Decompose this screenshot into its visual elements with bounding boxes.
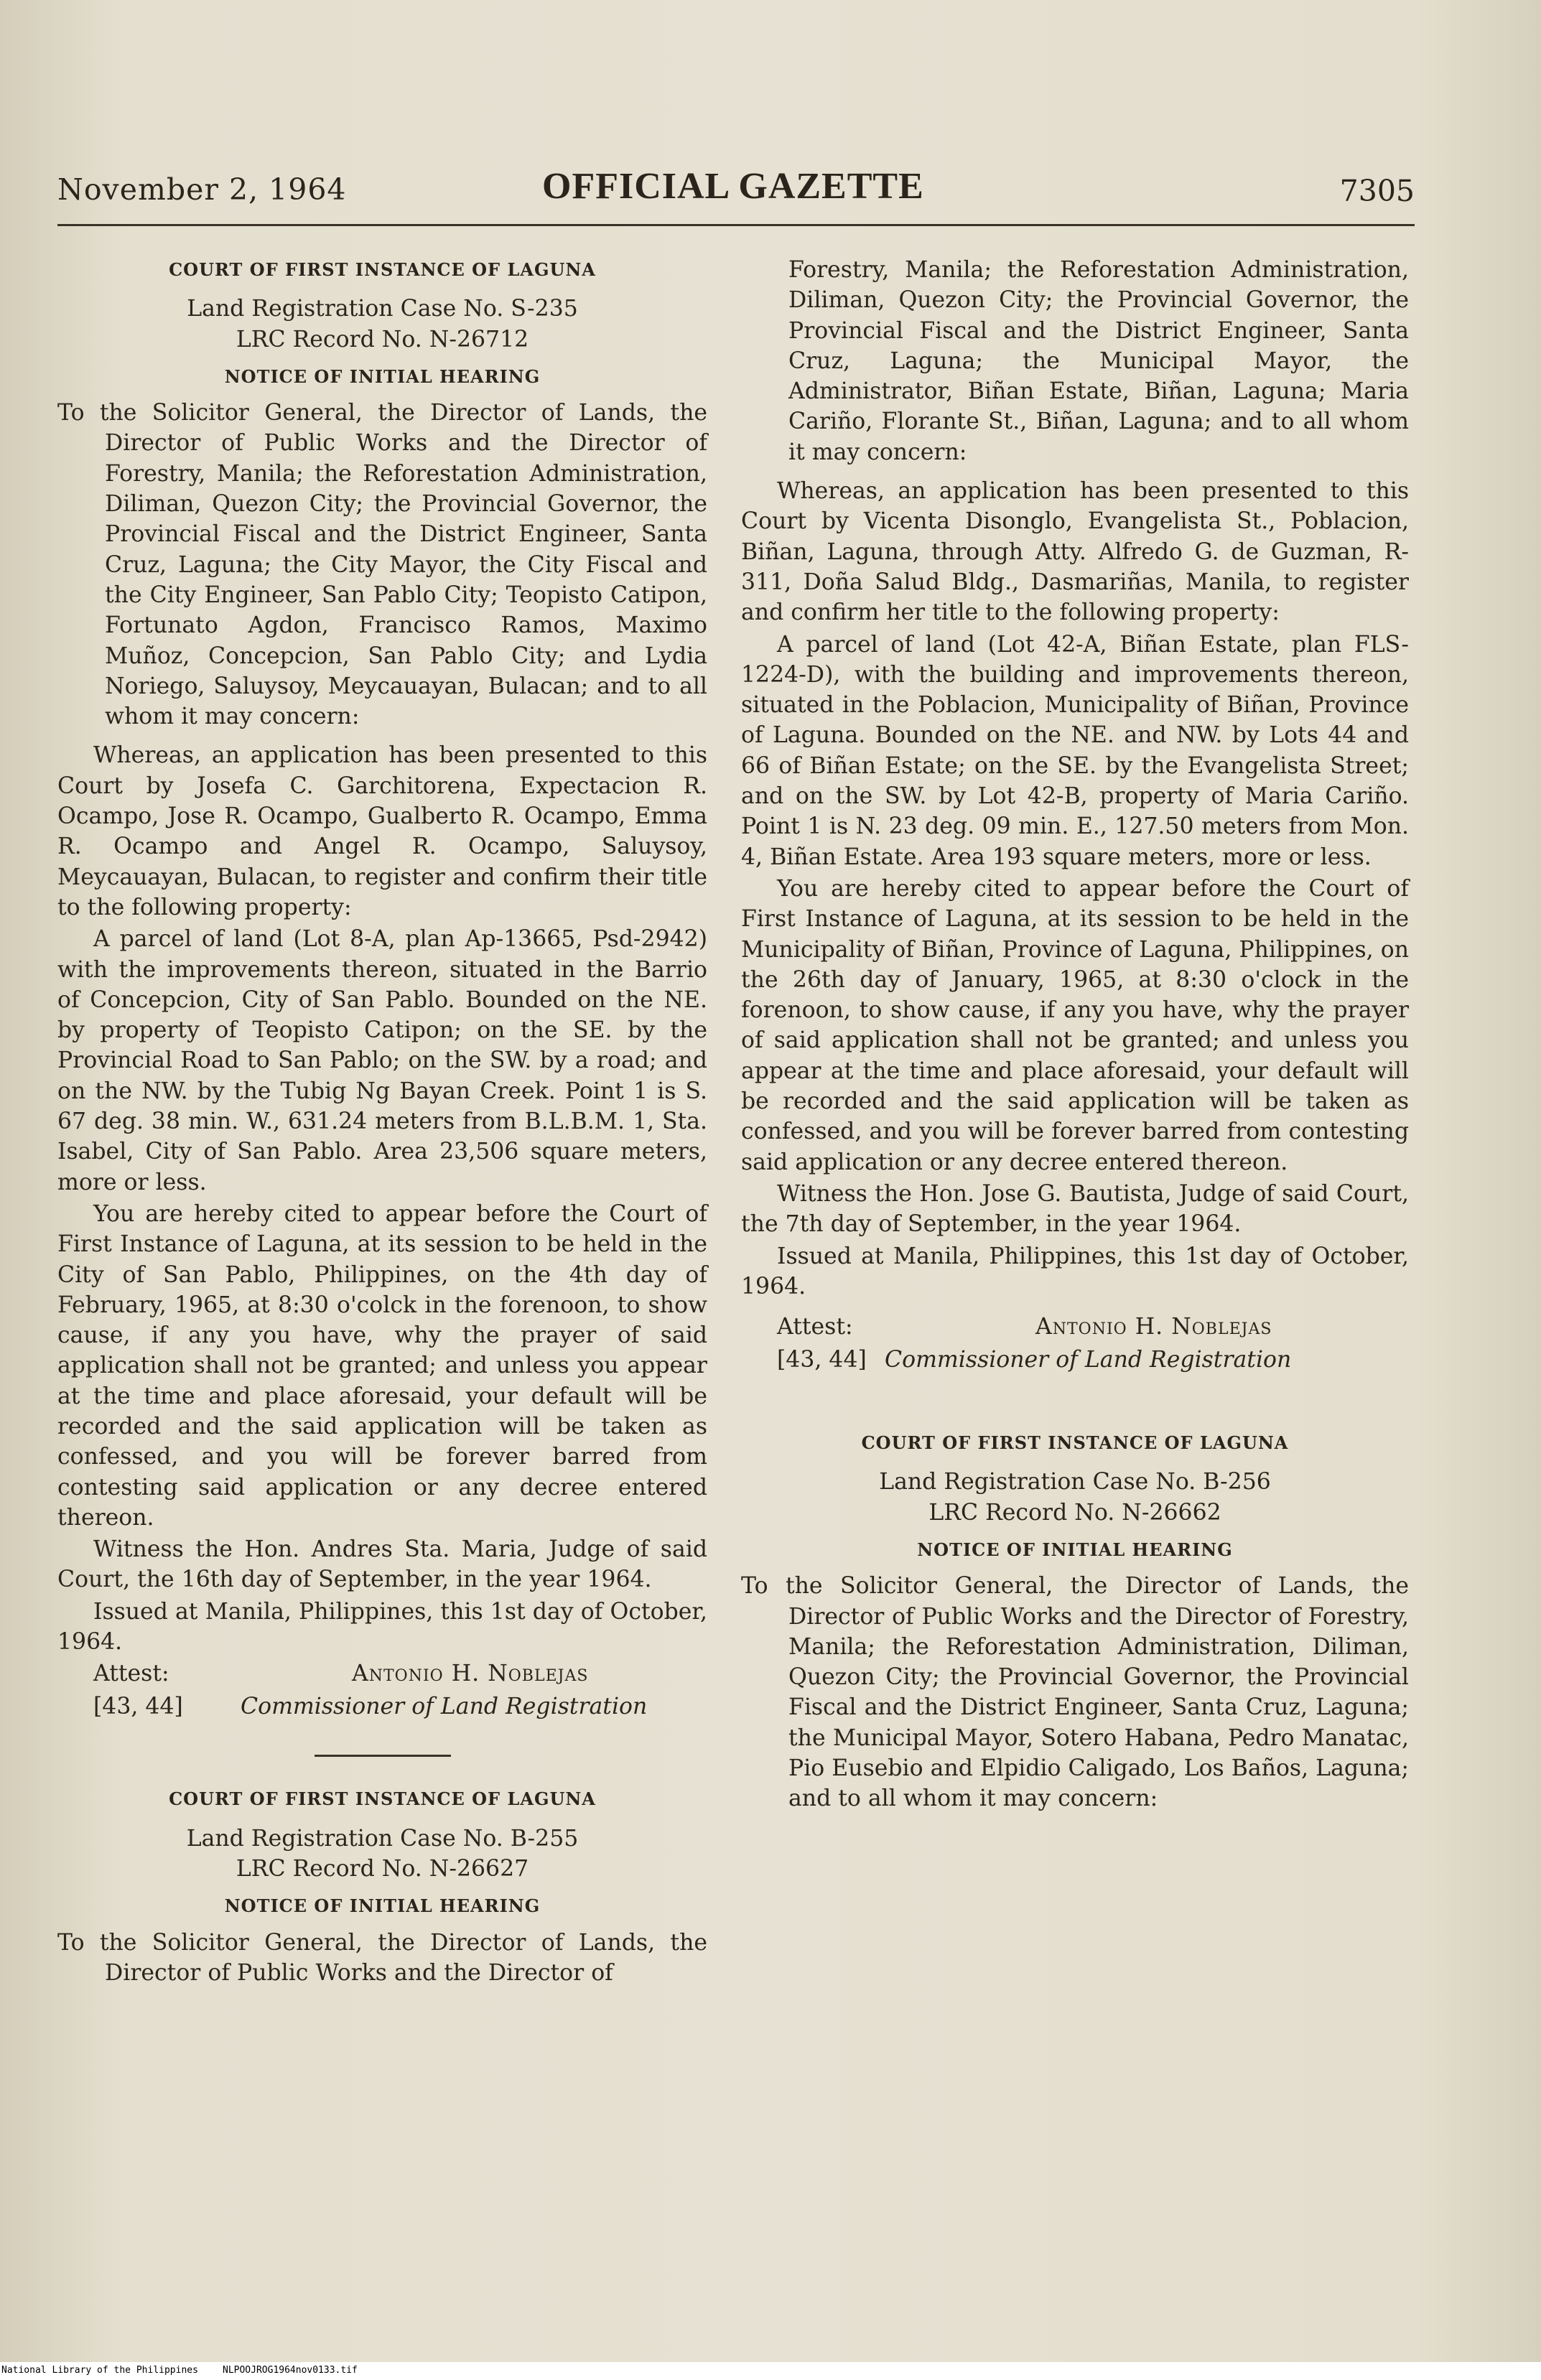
notice3-heading: NOTICE OF INITIAL HEARING bbox=[917, 1539, 1233, 1560]
notice1-signature-line bbox=[57, 1691, 707, 1725]
notice1-paragraph: You are hereby cited to appear before the Court of First Instance of Laguna, at its session to be held in the City of San Pablo, Philippines, on the 4th day of February, 1965, at 8:30 o'colck in the forenoon, to show cause, if any you have, why the prayer of said application shall not be granted; and unless you appear at the time and place aforesaid, your default will be recorded and the said application will be taken as confessed, and you will be forever barred from contesting said application or any decree entered thereon. bbox=[57, 1200, 707, 1531]
notice3-addressees: To the Solicitor General, the Director of Lands, the Director of Public Works and the Director of Forestry, Manila; the Reforestation Administration, Diliman, Quezon City; the Provincial Governor, the Provincial Fiscal and the District Engineer, Santa Cruz, Laguna; the Municipal Mayor, Sotero Habana, Pedro Manatac, Pio Eusebio and Elpidio Caligado, Los Baños, Laguna; and to all whom it may concern: bbox=[741, 1573, 1409, 1812]
footer-filename: NLPOOJROG1964nov0133.tif bbox=[223, 2365, 358, 2376]
notice3-record-number: LRC Record No. N-26662 bbox=[928, 1499, 1221, 1526]
right-column bbox=[741, 255, 1409, 1823]
notice1-paragraph: Witness the Hon. Andres Sta. Maria, Judge of said Court, the 16th day of September, in the year 1964. bbox=[57, 1536, 707, 1593]
notice2-addressees-start: To the Solicitor General, the Director of Lands, the Director of Public Works and the Director of bbox=[57, 1929, 707, 1986]
signatory-name: Antonio H. Noblejas bbox=[1035, 1314, 1272, 1340]
notice2-record-number: LRC Record No. N-26627 bbox=[236, 1855, 529, 1882]
notice2-heading: NOTICE OF INITIAL HEARING bbox=[224, 1895, 541, 1917]
notice2-paragraph: Witness the Hon. Jose G. Bautista, Judge of said Court, the 7th day of September, in the year 1964. bbox=[741, 1180, 1409, 1238]
attest-label: Attest: bbox=[777, 1314, 853, 1340]
header-title: OFFICIAL GAZETTE bbox=[542, 166, 924, 207]
notice1-attest bbox=[57, 1658, 707, 1691]
section-divider bbox=[315, 1755, 451, 1757]
notice1-addressees: To the Solicitor General, the Director of Lands, the Director of Public Works and the Director of Forestry, Manila; the Reforestation Administration, Diliman, Quezon City; the Provincial Governor, the Provincial Fiscal and the District Engineer, Santa Cruz, Laguna; the City Mayor, the City Fiscal and the City Engineer, San Pablo City; Teopisto Catipon, Fortunato Agdon, Francisco Ramos, Maximo Muñoz, Concepcion, San Pablo City; and Lydia Noriego, Saluysoy, Meycauayan, Bulacan; and to all whom it may concern: bbox=[57, 400, 707, 730]
notice2-paragraph: Whereas, an application has been presented to this Court by Vicenta Disonglo, Evangelista St., Poblacion, Biñan, Laguna, through Atty. Alfredo G. de Guzman, R-311, Doña Salud Bldg., Dasmariñas, Manila, to register and confirm her title to the following property: bbox=[741, 478, 1409, 626]
attest-label: Attest: bbox=[93, 1661, 169, 1687]
notice1-court: COURT OF FIRST INSTANCE OF LAGUNA bbox=[169, 259, 596, 280]
header-rule bbox=[57, 224, 1415, 226]
notice2-addressees-continued: Forestry, Manila; the Reforestation Administration, Diliman, Quezon City; the Provincial Governor, the Provincial Fiscal and the District Engineer, Santa Cruz, Laguna; the Municipal Mayor, the Administrator, Biñan Estate, Biñan, Laguna; Maria Cariño, Florante St., Biñan, Laguna; and to all whom it may concern: bbox=[788, 257, 1409, 465]
notice2-case-number: Land Registration Case No. B-255 bbox=[186, 1825, 579, 1852]
notice1-heading: NOTICE OF INITIAL HEARING bbox=[224, 365, 541, 387]
scan-footer bbox=[0, 2362, 1541, 2380]
signatory-title: Commissioner of Land Registration bbox=[885, 1347, 1292, 1373]
header-date: November 2, 1964 bbox=[57, 172, 347, 207]
issue-reference: [43, 44] bbox=[93, 1694, 183, 1720]
notice1-paragraph: Issued at Manila, Philippines, this 1st day of October, 1964. bbox=[57, 1598, 707, 1656]
notice2-paragraph: Issued at Manila, Philippines, this 1st day of October, 1964. bbox=[741, 1243, 1409, 1299]
notice1-record-number: LRC Record No. N-26712 bbox=[236, 326, 529, 353]
notice1-case-number: Land Registration Case No. S-235 bbox=[187, 296, 578, 322]
notice1-paragraph: A parcel of land (Lot 8-A, plan Ap-13665, Psd-2942) with the improvements thereon, situated in the Barrio of Concepcion, City of San Pablo. Bounded on the NE. by property of Teopisto Catipon; on the SE. by the Provincial Road to San Pablo; on the SW. by a road; and on the NW. by the Tubig Ng Bayan Creek. Point 1 is S. 67 deg. 38 min. W., 631.24 meters from B.L.B.M. 1, Sta. Isabel, City of San Pablo. Area 23,506 square meters, more or less. bbox=[57, 926, 707, 1195]
issue-reference: [43, 44] bbox=[777, 1347, 867, 1373]
notice1-paragraph: Whereas, an application has been presented to this Court by Josefa C. Garchitorena, Expectacion R. Ocampo, Jose R. Ocampo, Gualberto R. Ocampo, Emma R. Ocampo and Angel R. Ocampo, Saluysoy, Meycauayan, Bulacan, to register and confirm their title to the following property: bbox=[57, 742, 707, 920]
page-number: 7305 bbox=[1339, 174, 1415, 208]
notice2-court: COURT OF FIRST INSTANCE OF LAGUNA bbox=[169, 1788, 596, 1810]
notice2-paragraph: A parcel of land (Lot 42-A, Biñan Estate, plan FLS-1224-D), with the building and improvements thereon, situated in the Poblacion, Municipality of Biñan, Province of Laguna. Bounded on the NE. and NW. by Lots 44 and 66 of Biñan Estate; on the SE. by the Evangelista Street; and on the SW. by Lot 42-B, property of Maria Cariño. Point 1 is N. 23 deg. 09 min. E., 127.50 meters from Mon. 4, Biñan Estate. Area 193 square meters, more or less. bbox=[741, 631, 1409, 870]
notice2-paragraph: You are hereby cited to appear before the Court of First Instance of Laguna, at its session to be held in the Municipality of Biñan, Province of Laguna, Philippines, on the 26th day of January, 1965, at 8:30 o'clock in the forenoon, to show cause, if any you have, why the prayer of said application shall not be granted; and unless you appear at the time and place aforesaid, your default will be recorded and the said application will be taken as confessed, and you will be forever barred from contesting said application or any decree entered thereon. bbox=[741, 875, 1409, 1175]
page-header bbox=[57, 165, 1415, 223]
notice3-court: COURT OF FIRST INSTANCE OF LAGUNA bbox=[861, 1432, 1289, 1454]
signatory-name: Antonio H. Noblejas bbox=[352, 1661, 589, 1687]
signatory-title: Commissioner of Land Registration bbox=[241, 1694, 648, 1720]
left-column bbox=[57, 255, 707, 1997]
notice3-case-number: Land Registration Case No. B-256 bbox=[879, 1469, 1271, 1495]
notice2-attest bbox=[741, 1312, 1409, 1345]
notice2-signature-line bbox=[741, 1345, 1409, 1378]
footer-library: National Library of the Philippines bbox=[1, 2365, 198, 2376]
